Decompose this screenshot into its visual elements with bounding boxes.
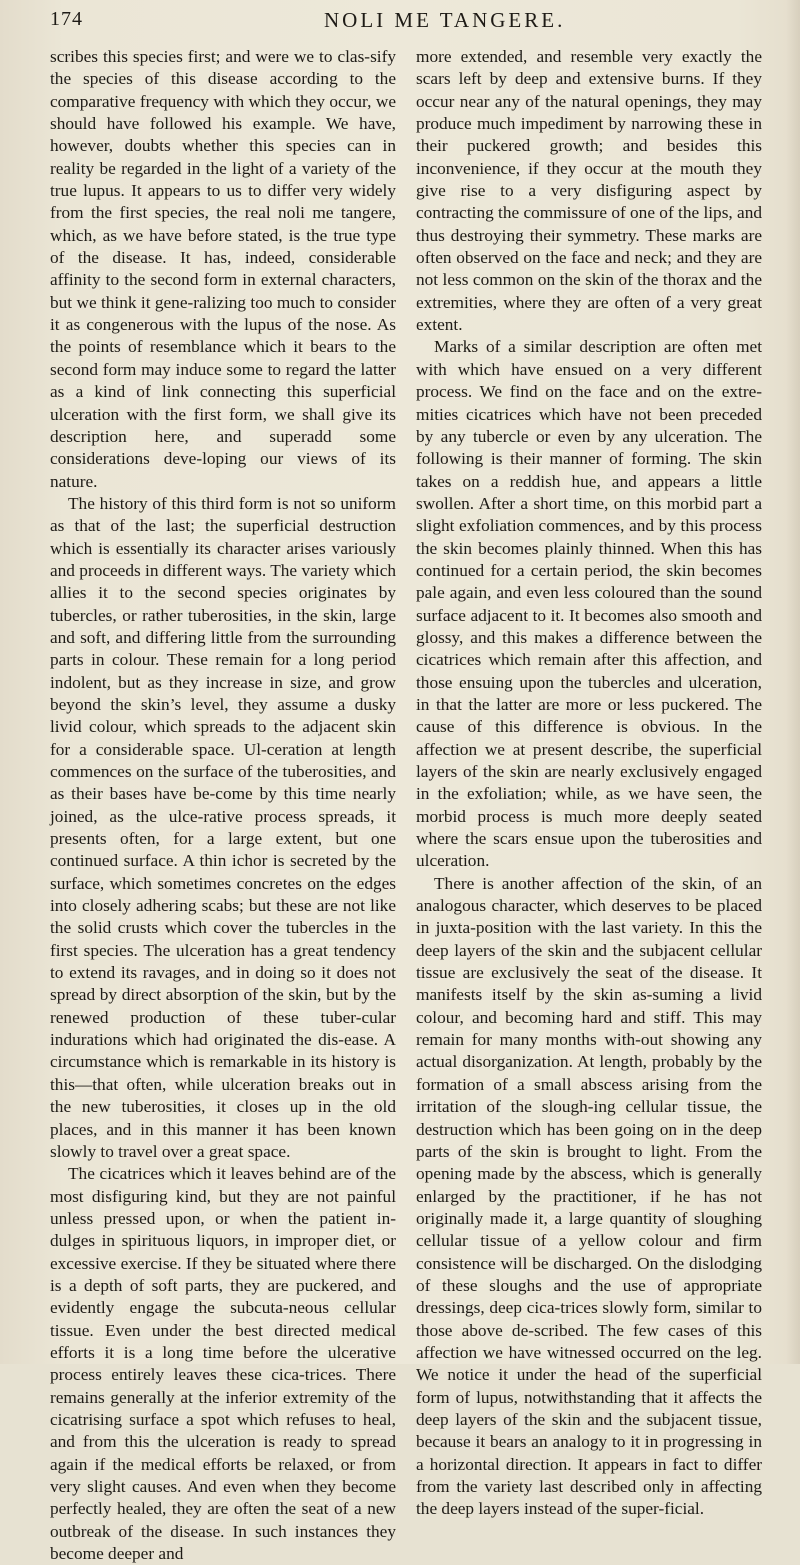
right-column (416, 46, 762, 1521)
left-column (50, 46, 396, 1565)
page-header (50, 8, 762, 36)
page-edge-shadow (786, 0, 800, 1364)
paragraph: The history of this third form is not so uniform as that of the last; the superficial destruction which is essentially its character arises variously and proceeds in different ways. The variety which allies it to the second species originates by tubercles, or rather tuberosities, in the skin, large and soft, and differing little from the surrounding parts in colour. These remain for a long period indolent, but as they increase in size, and grow beyond the skin’s level, they assume a dusky livid colour, which spreads to the adjacent skin for a considerable space. Ul-ceration at length commences on the surface of the tuberosities, and as their bases have be-come by this time nearly joined, as the ulce-rative process spreads, it presents often, for a large extent, but one continued surface. A thin ichor is secreted by the surface, which sometimes concretes on the edges into closely adhering scabs; but these are not like the solid crusts which cover the tubercles in the first species. The ulceration has a great tendency to extend its ravages, and in doing so it does not spread by direct absorption of the skin, but by the renewed production of these tuber-cular indurations which had originated the dis-ease. A circumstance which is remarkable in its history is this—that often, while ulceration breaks out in the new tuberosities, it closes up in the old places, and in this manner it has been known slowly to travel over a great space. (50, 493, 396, 1161)
paragraph: Marks of a similar description are often met with which have ensued on a very different process. We find on the face and on the extre-mities cicatrices which have not been preceded by any tubercle or even by any ulceration. The following is their manner of forming. The skin takes on a reddish hue, and appears a little swollen. After a short time, on this morbid part a slight exfoliation commences, and by this process the skin becomes plainly thinned. When this has continued for a certain period, the skin becomes pale again, and even less coloured than the sound surface adjacent to it. It becomes also smooth and glossy, and this makes a difference between the cicatrices which remain after this affection, and those ensuing upon the tubercles and ulceration, in that the latter are more or less puckered. The cause of this difference is obvious. In the affection we at present describe, the superficial layers of the skin are nearly exclusively engaged in the exfoliation; while, as we have seen, the morbid process is much more deeply seated where the scars ensue upon the tuberosities and ulceration. (416, 337, 762, 871)
paragraph: more extended, and resemble very exactly the scars left by deep and extensive burns. If they occur near any of the natural openings, they may produce much impediment by narrowing these in their puckered growth; and besides this inconvenience, if they occur at the mouth they give rise to a very disfiguring aspect by contracting the commissure of one of the lips, and thus destroying their symmetry. These marks are often observed on the face and neck; and they are not less common on the skin of the thorax and the extremities, where they are often of a very great extent. (416, 47, 763, 335)
paragraph: There is another affection of the skin, of an analogous character, which deserves to be placed in juxta-position with the last variety. In this the deep layers of the skin and the subjacent cellular tissue are exclusively the seat of the disease. It manifests itself by the skin as-suming a livid colour, and becoming hard and stiff. This may remain for many months with-out showing any actual disorganization. At length, probably by the formation of a small abscess arising from the irritation of the slough-ing cellular tissue, the destruction which has been going on in the deep parts of the skin is brought to light. From the opening made by the abscess, which is generally enlarged by the practitioner, if he has not originally made it, a large quantity of sloughing cellular tissue of a yellow colour and firm consistence will be discharged. On the dislodging of these sloughs and the use of appropriate dressings, deep cica-trices slowly form, similar to those above de-scribed. The few cases of this affection we have witnessed occurred on the leg. We notice it under the head of the superficial form of lupus, notwithstanding that it affects the deep layers of the skin and the subjacent tissue, because it bears an analogy to it in progressing in a horizontal direction. It appears in fact to differ from the variety last described only in affecting the deep layers instead of the super-ficial. (416, 873, 762, 1519)
paragraph: scribes this species first; and were we to clas-sify the species of this disease according to the comparative frequency with which they occur, we should have followed his example. We have, however, doubts whether this species can in reality be regarded in the light of a variety of the true lupus. It appears to us to differ very widely from the first species, the real noli me tangere, which, as we have before stated, is the true type of the disease. It has, indeed, considerable affinity to the second form in external characters, but we think it gene-ralizing too much to consider it as congenerous with the lupus of the nose. As the points of resemblance which it bears to the second form may induce some to regard the latter as a kind of link connecting this superficial ulceration with the first form, we shall give its description here, and superadd some considerations deve-loping our views of its nature. (50, 47, 396, 491)
paragraph: The cicatrices which it leaves behind are of the most disfiguring kind, but they are not painful unless pressed upon, or when the patient in-dulges in spirituous liquors, in improper diet, or excessive exercise. If they be situated where there is a depth of soft parts, they are puckered, and evidently engage the subcuta-neous cellular tissue. Even under the best directed medical efforts it is a long time before the ulcerative process entirely leaves these cica-trices. There remains generally at the inferior extremity of the cicatrising surface a spot which refuses to heal, and from this the ulceration is ready to spread again if the medical efforts be relaxed, or from very slight causes. And even when they become perfectly healed, they are often the seat of a new outbreak of the disease. In such instances they become deeper and (50, 1164, 396, 1564)
running-title: NOLI ME TANGERE. (324, 8, 566, 32)
page-number: 174 (50, 8, 83, 30)
